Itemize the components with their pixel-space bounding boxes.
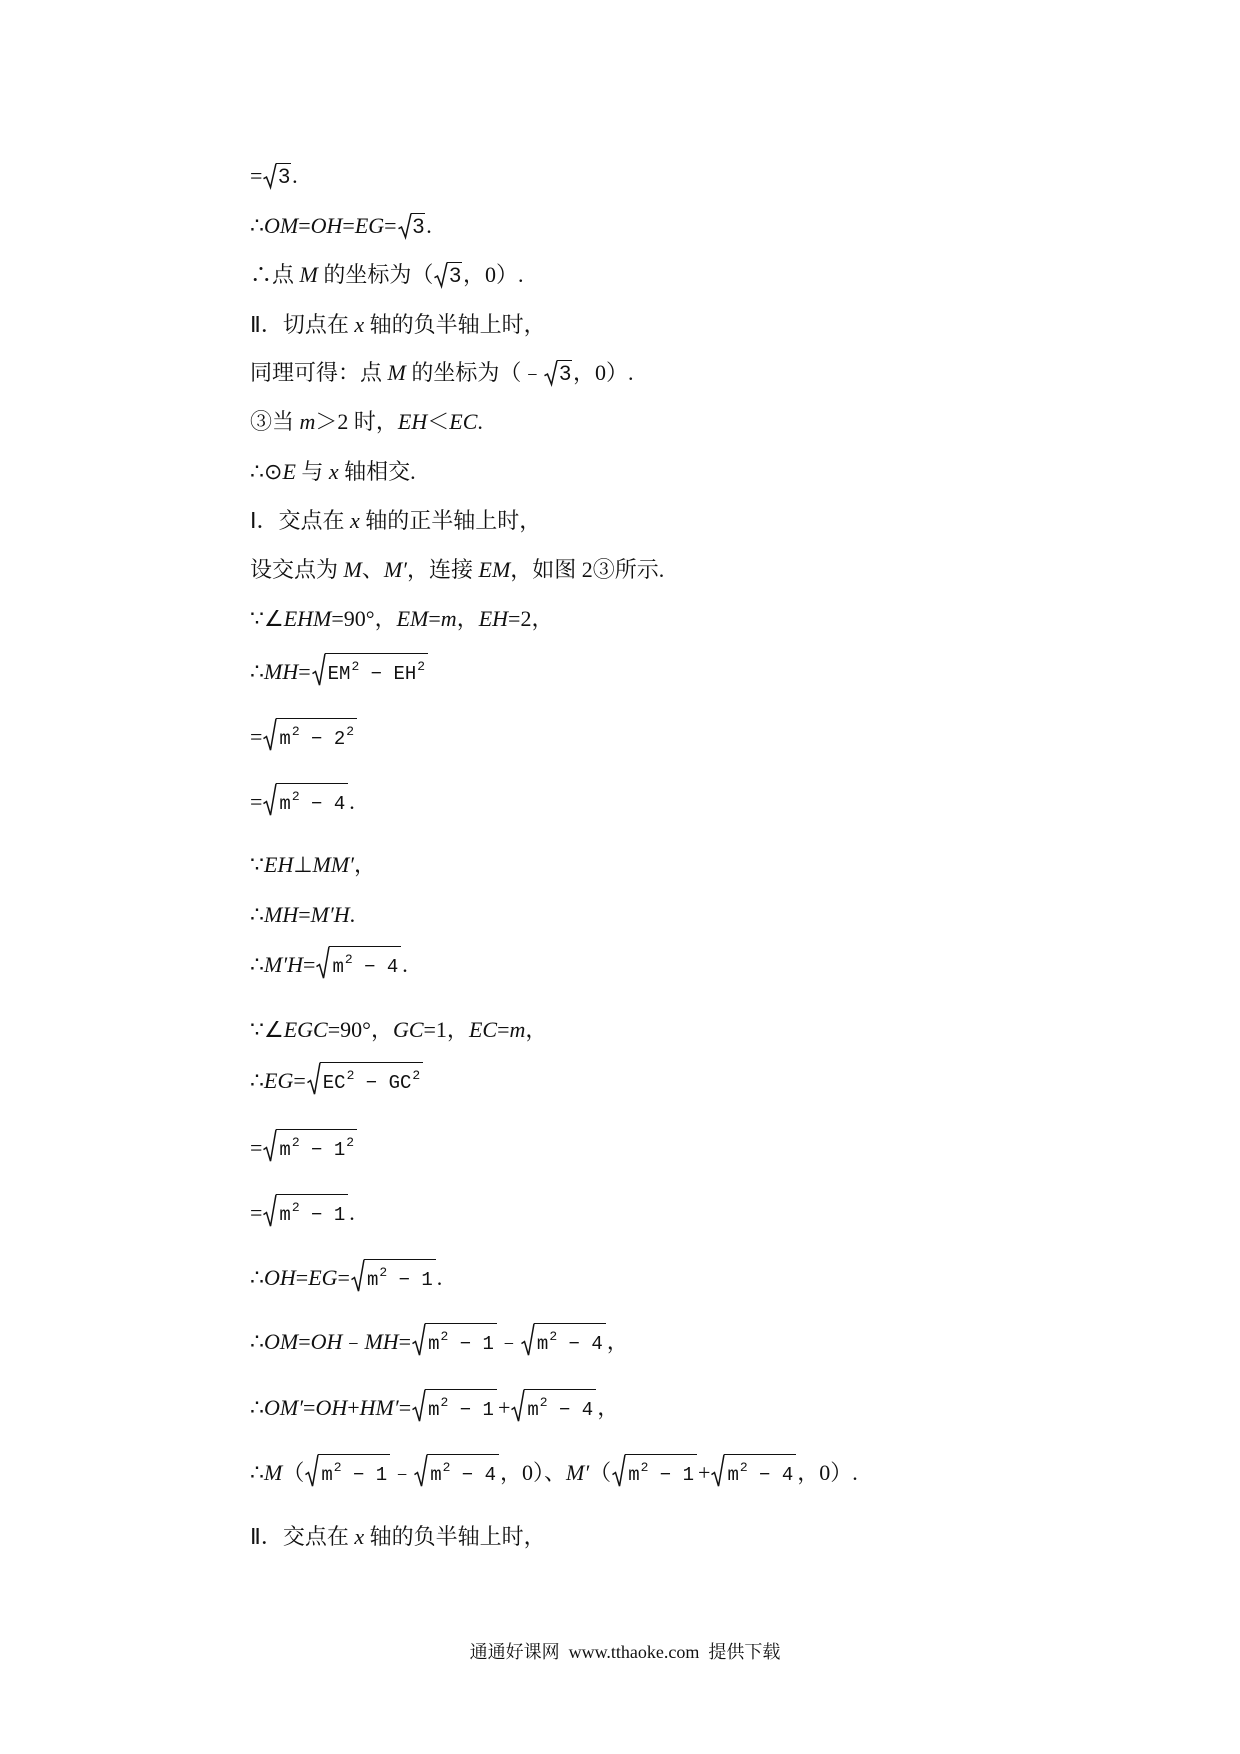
radical-sign-icon: [263, 783, 276, 816]
solution-line-content: [250, 854, 376, 876]
radicand: [325, 653, 428, 686]
superscript: 2: [344, 952, 353, 968]
text-run: ，如图 2③所示.: [510, 557, 665, 582]
radicand-term: − 1: [299, 1139, 346, 1162]
superscript: 2: [291, 1200, 300, 1216]
text-run: =: [250, 789, 263, 815]
superscript: 2: [333, 1460, 342, 1476]
radicand-term: − 1: [648, 1464, 695, 1487]
text-run: =: [250, 1200, 263, 1226]
text-run: =: [303, 1395, 316, 1421]
text-run: ∴: [250, 1068, 264, 1094]
square-root: [521, 1323, 606, 1356]
radicand-term: − GC: [354, 1072, 412, 1095]
text-run: .: [402, 952, 408, 978]
text-run: ∴: [250, 659, 264, 685]
text-run: .: [436, 1265, 443, 1291]
square-root: [544, 360, 572, 385]
superscript: 2: [417, 659, 426, 675]
solution-line-content: [250, 1526, 546, 1548]
math-variable: m: [440, 606, 457, 631]
math-variable: x: [354, 312, 365, 337]
radicand-term: m: [628, 1464, 640, 1487]
radicand-term: m: [366, 1269, 379, 1292]
text-run: ＜: [427, 409, 450, 434]
math-variable: m: [299, 409, 316, 434]
solution-line-content: [250, 314, 546, 336]
math-variable: x: [354, 1524, 365, 1549]
radicand: [320, 1062, 423, 1095]
radicand: [534, 1323, 606, 1356]
superscript: 2: [440, 1329, 449, 1345]
radicand: [364, 1259, 436, 1292]
math-variable: OM: [264, 1329, 299, 1355]
text-run: ∴: [250, 902, 264, 927]
square-root: [398, 213, 426, 238]
text-run: ，: [597, 1395, 620, 1421]
math-variable: EC: [468, 1017, 498, 1042]
text-run: ，: [606, 1329, 629, 1355]
math-variable: EG: [308, 1265, 338, 1291]
text-run: ，连接: [407, 557, 479, 582]
radicand-term: − 4: [547, 1399, 594, 1422]
superscript: 2: [442, 1460, 451, 1476]
radicand: [625, 1454, 697, 1487]
text-run: ，: [525, 1017, 548, 1042]
text-run: 轴的正半轴上时，: [359, 508, 542, 533]
radical-sign-icon: [263, 163, 276, 188]
superscript: 2: [412, 1068, 421, 1084]
superscript: 2: [291, 1135, 300, 1151]
radical-sign-icon: [312, 653, 325, 686]
math-variable: OM: [264, 212, 299, 238]
text-run: ﹣: [497, 1329, 520, 1355]
text-run: =: [250, 1135, 263, 1161]
radicand: [276, 163, 291, 188]
math-variable: OM′: [264, 1395, 304, 1421]
math-variable: M: [387, 359, 406, 385]
solution-line-content: [250, 1062, 424, 1095]
text-run: ，0）.: [797, 1460, 858, 1486]
radicand: [276, 1129, 357, 1162]
text-run: ∴: [250, 1395, 264, 1421]
radicand-term: − 4: [747, 1464, 794, 1487]
radicand-term: m: [279, 1139, 291, 1162]
superscript: 2: [346, 724, 355, 740]
math-variable: OH: [310, 212, 343, 238]
radical-sign-icon: [263, 718, 276, 751]
radical-sign-icon: [307, 1062, 320, 1095]
text-run: ∴: [250, 1329, 264, 1355]
text-run: （: [589, 1460, 612, 1486]
text-run: Ⅱ．交点在: [250, 1524, 355, 1549]
text-run: =: [497, 1017, 510, 1042]
math-variable: OH: [310, 1329, 343, 1355]
radicand: [447, 262, 462, 287]
text-run: .: [292, 162, 298, 188]
radicand: [276, 1194, 348, 1227]
radicand-term: − 4: [557, 1333, 603, 1356]
text-run: ，0）.: [573, 359, 634, 385]
square-root: [711, 1454, 796, 1487]
text-run: .: [349, 789, 355, 815]
text-run: =: [428, 606, 441, 631]
math-variable: EG: [264, 1068, 294, 1094]
radicand-term: 3: [278, 164, 291, 188]
radicand-term: − 1: [341, 1464, 388, 1487]
math-variable: EHM: [283, 606, 332, 631]
math-variable: MH: [264, 659, 299, 685]
text-run: Ⅱ．切点在: [250, 312, 355, 337]
text-run: 同理可得：点: [250, 359, 388, 385]
text-run: =: [295, 1265, 309, 1291]
radicand-term: m: [332, 956, 344, 979]
text-run: ﹣: [391, 1460, 414, 1486]
radicand-term: − 2: [299, 728, 346, 751]
text-run: ⊥: [293, 852, 313, 877]
math-variable: M: [343, 557, 362, 582]
math-variable: MM′: [312, 852, 354, 877]
math-variable: M′: [383, 557, 407, 582]
radicand-term: m: [536, 1333, 549, 1356]
radicand-term: m: [428, 1399, 440, 1422]
solution-line-content: [250, 608, 553, 630]
radical-sign-icon: [263, 1129, 276, 1162]
solution-line-content: [250, 904, 355, 926]
text-run: =: [337, 1265, 350, 1291]
radicand-term: 3: [559, 361, 572, 385]
superscript: 2: [346, 1068, 355, 1084]
math-variable: m: [509, 1017, 526, 1042]
solution-line-content: [250, 1129, 358, 1162]
radicand: [329, 946, 401, 979]
text-run: ，: [456, 606, 479, 631]
radicand-term: − EH: [359, 663, 417, 686]
radicand: [425, 1323, 497, 1356]
text-run: ∴点: [250, 261, 300, 287]
square-root: [263, 1129, 357, 1162]
text-run: =: [303, 952, 316, 978]
solution-line-content: [250, 1389, 619, 1422]
text-run: 轴的负半轴上时，: [364, 1524, 546, 1549]
radicand-term: − 1: [448, 1333, 494, 1356]
math-variable: M′: [566, 1460, 590, 1486]
math-variable: EM: [396, 606, 429, 631]
square-root: [263, 163, 291, 188]
text-run: =: [298, 212, 311, 238]
radicand-term: m: [727, 1464, 739, 1487]
radical-sign-icon: [412, 1323, 425, 1356]
text-run: 与: [295, 459, 329, 484]
footer-credit: 通通好课网 www.tthaoke.com 提供下载: [469, 1642, 781, 1662]
text-run: =: [342, 212, 355, 238]
radicand-term: 3: [449, 263, 462, 287]
text-run: =: [250, 724, 263, 750]
math-variable: EGC: [283, 1017, 328, 1042]
text-run: =: [298, 659, 311, 685]
text-run: 的坐标为（: [317, 261, 434, 287]
math-variable: M: [264, 1460, 283, 1486]
text-run: ∴: [250, 212, 264, 238]
superscript: 2: [549, 1329, 558, 1345]
radical-sign-icon: [511, 1389, 524, 1422]
text-run: 的坐标为（﹣: [405, 359, 544, 385]
text-run: =90°，: [327, 1017, 393, 1042]
square-root: [263, 718, 357, 751]
math-variable: OH: [264, 1265, 296, 1291]
radicand-term: 3: [412, 214, 425, 238]
math-variable: M: [299, 261, 318, 287]
radicand-term: m: [279, 793, 291, 816]
radical-sign-icon: [711, 1454, 724, 1487]
radicand: [318, 1454, 390, 1487]
radicand: [276, 783, 348, 816]
square-root: [312, 653, 428, 686]
text-run: ，0）、: [500, 1460, 567, 1486]
radical-sign-icon: [351, 1259, 364, 1292]
square-root: [305, 1454, 390, 1487]
radicand-term: EM: [327, 663, 351, 686]
text-run: .: [477, 409, 483, 434]
text-run: ，: [353, 852, 376, 877]
math-variable: M′H: [264, 952, 304, 978]
radical-sign-icon: [305, 1454, 318, 1487]
text-run: +: [698, 1460, 711, 1486]
text-run: =: [298, 902, 311, 927]
radicand-term: EC: [322, 1072, 346, 1095]
radical-sign-icon: [434, 262, 447, 287]
solution-line-content: [250, 1019, 547, 1041]
radicand: [411, 213, 426, 238]
text-run: =90°，: [331, 606, 397, 631]
math-variable: x: [328, 459, 339, 484]
superscript: 2: [351, 659, 360, 675]
text-run: （: [282, 1460, 305, 1486]
text-run: ③当: [250, 409, 300, 434]
solution-line-content: [250, 783, 355, 816]
math-variable: MH: [264, 902, 299, 927]
radical-sign-icon: [398, 213, 411, 238]
text-run: =1，: [423, 1017, 469, 1042]
radicand: [427, 1454, 499, 1487]
math-variable: EH: [264, 852, 294, 877]
square-root: [412, 1389, 497, 1422]
math-variable: MH: [364, 1329, 399, 1355]
superscript: 2: [440, 1395, 449, 1411]
radicand-term: − 4: [352, 956, 399, 979]
superscript: 2: [739, 1460, 748, 1476]
math-variable: M′H: [310, 902, 350, 927]
superscript: 2: [291, 724, 300, 740]
math-variable: EC: [449, 409, 478, 434]
text-run: =: [398, 1395, 412, 1421]
text-run: ∴⊙: [250, 459, 283, 484]
math-variable: GC: [392, 1017, 424, 1042]
solution-line-content: [250, 510, 541, 532]
superscript: 2: [539, 1395, 548, 1411]
text-run: 轴的负半轴上时，: [364, 312, 546, 337]
math-variable: HM′: [359, 1395, 399, 1421]
text-run: ，0）.: [463, 261, 524, 287]
solution-line-content: [250, 1259, 442, 1292]
radicand: [524, 1389, 596, 1422]
square-root: [263, 1194, 348, 1227]
math-variable: EH: [478, 606, 509, 631]
text-run: .: [349, 902, 356, 927]
math-variable: EG: [354, 212, 385, 238]
solution-line-content: [250, 163, 298, 188]
text-run: =2，: [508, 606, 554, 631]
radicand: [425, 1389, 497, 1422]
text-run: ﹣: [342, 1329, 365, 1355]
solution-line-content: [250, 946, 408, 979]
radicand-term: − 1: [299, 1204, 346, 1227]
superscript: 2: [640, 1460, 649, 1476]
math-variable: EM: [478, 557, 511, 582]
square-root: [612, 1454, 697, 1487]
text-run: Ⅰ．交点在: [250, 508, 350, 533]
radical-sign-icon: [263, 1194, 276, 1227]
text-run: ∴: [250, 1460, 264, 1486]
solution-line-content: [250, 653, 429, 686]
radicand: [276, 718, 357, 751]
radicand: [557, 360, 572, 385]
radical-sign-icon: [544, 360, 557, 385]
solution-line-content: [250, 718, 358, 751]
square-root: [351, 1259, 436, 1292]
text-run: 轴相交.: [338, 459, 416, 484]
text-run: ∵: [250, 852, 264, 877]
solution-line-content: [250, 461, 416, 483]
text-run: =: [250, 162, 263, 188]
square-root: [511, 1389, 596, 1422]
text-run: =: [293, 1068, 306, 1094]
radicand-term: − 1: [387, 1269, 433, 1292]
radical-sign-icon: [412, 1389, 425, 1422]
radicand-term: − 1: [448, 1399, 494, 1422]
solution-line-content: [250, 411, 483, 433]
superscript: 2: [379, 1265, 388, 1281]
solution-line-content: [250, 1454, 858, 1487]
text-run: +: [497, 1395, 511, 1421]
text-run: =: [398, 1329, 412, 1355]
math-variable: EH: [397, 409, 428, 434]
square-root: [263, 783, 348, 816]
superscript: 2: [346, 1135, 355, 1151]
square-root: [307, 1062, 423, 1095]
radical-sign-icon: [521, 1323, 534, 1356]
text-run: =: [298, 1329, 311, 1355]
text-run: 设交点为: [250, 557, 344, 582]
radicand-term: − 4: [450, 1464, 497, 1487]
text-run: ∵∠: [250, 606, 284, 631]
solution-line-content: [250, 213, 432, 238]
solution-line-content: [250, 360, 634, 385]
solution-line-content: [250, 262, 524, 287]
square-root: [412, 1323, 497, 1356]
text-run: ＞2 时，: [315, 409, 398, 434]
radical-sign-icon: [612, 1454, 625, 1487]
square-root: [414, 1454, 499, 1487]
text-run: +: [347, 1395, 360, 1421]
text-run: .: [349, 1200, 355, 1226]
text-run: ∴: [250, 952, 264, 978]
radical-sign-icon: [414, 1454, 427, 1487]
solution-line-content: [250, 1194, 355, 1227]
text-run: ∵∠: [250, 1017, 284, 1042]
radicand: [724, 1454, 796, 1487]
solution-line-content: [250, 559, 664, 581]
radical-sign-icon: [316, 946, 329, 979]
radicand-term: m: [321, 1464, 333, 1487]
text-run: =: [384, 212, 397, 238]
math-variable: x: [350, 508, 360, 533]
radicand-term: m: [430, 1464, 442, 1487]
radicand-term: m: [279, 1204, 291, 1227]
square-root: [434, 262, 462, 287]
math-variable: OH: [315, 1395, 348, 1421]
radicand-term: m: [279, 728, 291, 751]
radicand-term: m: [527, 1399, 539, 1422]
math-variable: E: [282, 459, 296, 484]
text-run: .: [426, 212, 432, 238]
text-run: 、: [361, 557, 384, 582]
solution-line-content: [250, 1323, 629, 1356]
superscript: 2: [291, 789, 300, 805]
radicand-term: − 4: [299, 793, 346, 816]
text-run: ∴: [250, 1265, 264, 1291]
square-root: [316, 946, 401, 979]
radicand-term: m: [428, 1333, 440, 1356]
